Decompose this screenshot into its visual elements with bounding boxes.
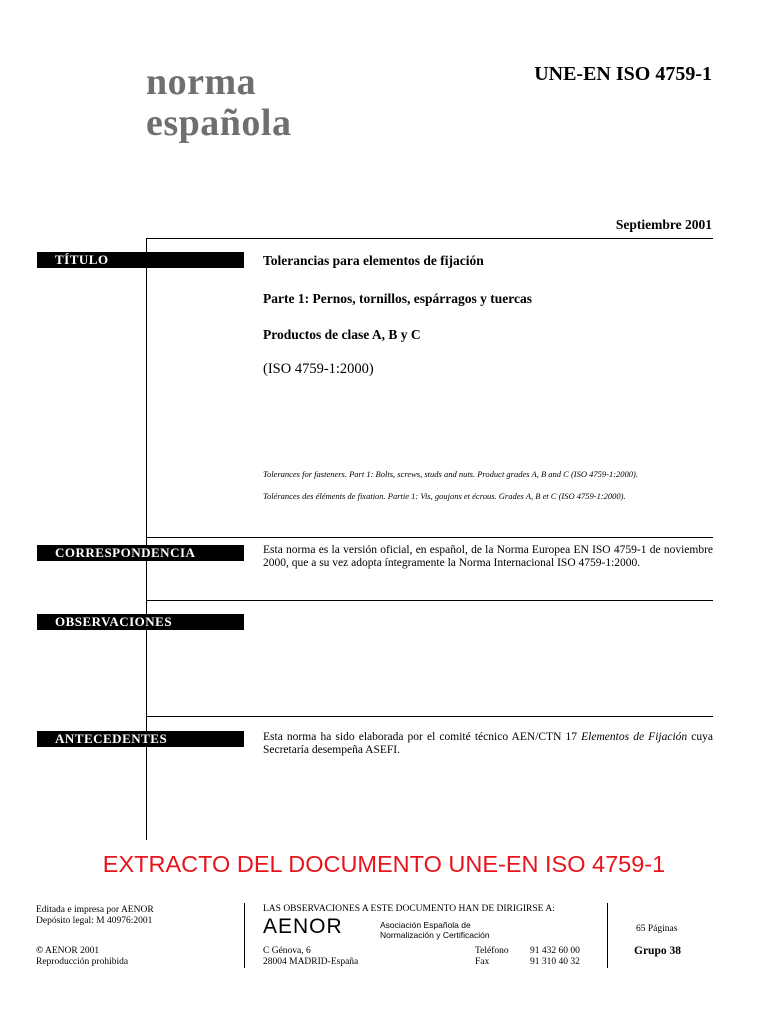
antecedentes-text xyxy=(263,731,713,757)
document-part: Parte 1: Pernos, tornillos, espárragos y tuercas xyxy=(263,291,532,306)
address-line-2: 28004 MADRID-España xyxy=(263,957,359,967)
phone-label: Teléfono xyxy=(475,946,509,956)
association-line-2: Normalización y Certificación xyxy=(380,930,490,940)
product-grades: Productos de clase A, B y C xyxy=(263,327,421,342)
phone-number: 91 432 60 00 xyxy=(530,946,580,956)
divider-top xyxy=(146,238,713,239)
standard-code: UNE-EN ISO 4759-1 xyxy=(534,63,712,85)
antecedentes-text-end: cuya Secretaría desempeña ASEFI. xyxy=(263,731,713,756)
document-title: Tolerancias para elementos de fijación xyxy=(263,253,484,268)
edited-by: Editada e impresa por AENOR xyxy=(36,905,154,915)
brand-line-1: norma xyxy=(146,61,257,103)
publication-date: Septiembre 2001 xyxy=(615,217,712,232)
fax-label: Fax xyxy=(475,957,490,967)
reproduction-notice: Reproducción prohibida xyxy=(36,957,129,967)
french-title: Tolérances des éléments de fixation. Partie 1: Vis, goujons et écrous. Grades A, B et C (ISO 4759-1:2000). xyxy=(263,491,626,501)
left-rule xyxy=(146,238,147,840)
section-label-antecedentes: ANTECEDENTES xyxy=(37,731,244,747)
copyright-line xyxy=(36,946,99,957)
extract-banner: EXTRACTO DEL DOCUMENTO UNE-EN ISO 4759-1 xyxy=(102,851,666,877)
divider-correspondencia xyxy=(146,537,713,538)
deposito-legal: Depósito legal: M 40976:2001 xyxy=(36,916,153,926)
fax-number: 91 310 40 32 xyxy=(530,957,580,967)
address-line-1: C Génova, 6 xyxy=(263,946,311,956)
footer-divider-right xyxy=(607,903,608,968)
section-label-observaciones: OBSERVACIONES xyxy=(37,614,244,630)
page-count: 65 Páginas xyxy=(636,924,678,934)
brand-line-2: española xyxy=(146,102,292,144)
antecedentes-committee-name: Elementos de Fijación xyxy=(581,731,688,743)
copyright-icon: © xyxy=(36,946,44,956)
association-line-1: Asociación Española de xyxy=(380,920,471,930)
correspondencia-text: Esta norma es la versión oficial, en español, de la Norma Europea EN ISO 4759-1 de noviembre 2000, que a su vez adopta íntegramente la Norma Internacional ISO 4759-1:2000. xyxy=(263,544,713,569)
divider-antecedentes xyxy=(146,716,713,717)
section-label-titulo: TÍTULO xyxy=(37,252,244,268)
copyright-text: AENOR 2001 xyxy=(44,946,100,956)
english-title: Tolerances for fasteners. Part 1: Bolts, screws, studs and nuts. Product grades A, B and C (ISO 4759-1:2000). xyxy=(263,469,639,479)
observations-contact-header: LAS OBSERVACIONES A ESTE DOCUMENTO HAN DE DIRIGIRSE A: xyxy=(263,904,555,914)
divider-observaciones xyxy=(146,600,713,601)
association-name xyxy=(380,920,490,940)
brand-title xyxy=(146,62,291,144)
iso-reference: (ISO 4759-1:2000) xyxy=(263,361,374,377)
section-label-correspondencia: CORRESPONDENCIA xyxy=(37,545,244,561)
antecedentes-text-start: Esta norma ha sido elaborada por el comité técnico AEN/CTN 17 xyxy=(263,731,582,743)
price-group: Grupo 38 xyxy=(634,945,681,957)
footer-divider-left xyxy=(244,903,245,968)
aenor-logo: AENOR xyxy=(263,915,343,938)
